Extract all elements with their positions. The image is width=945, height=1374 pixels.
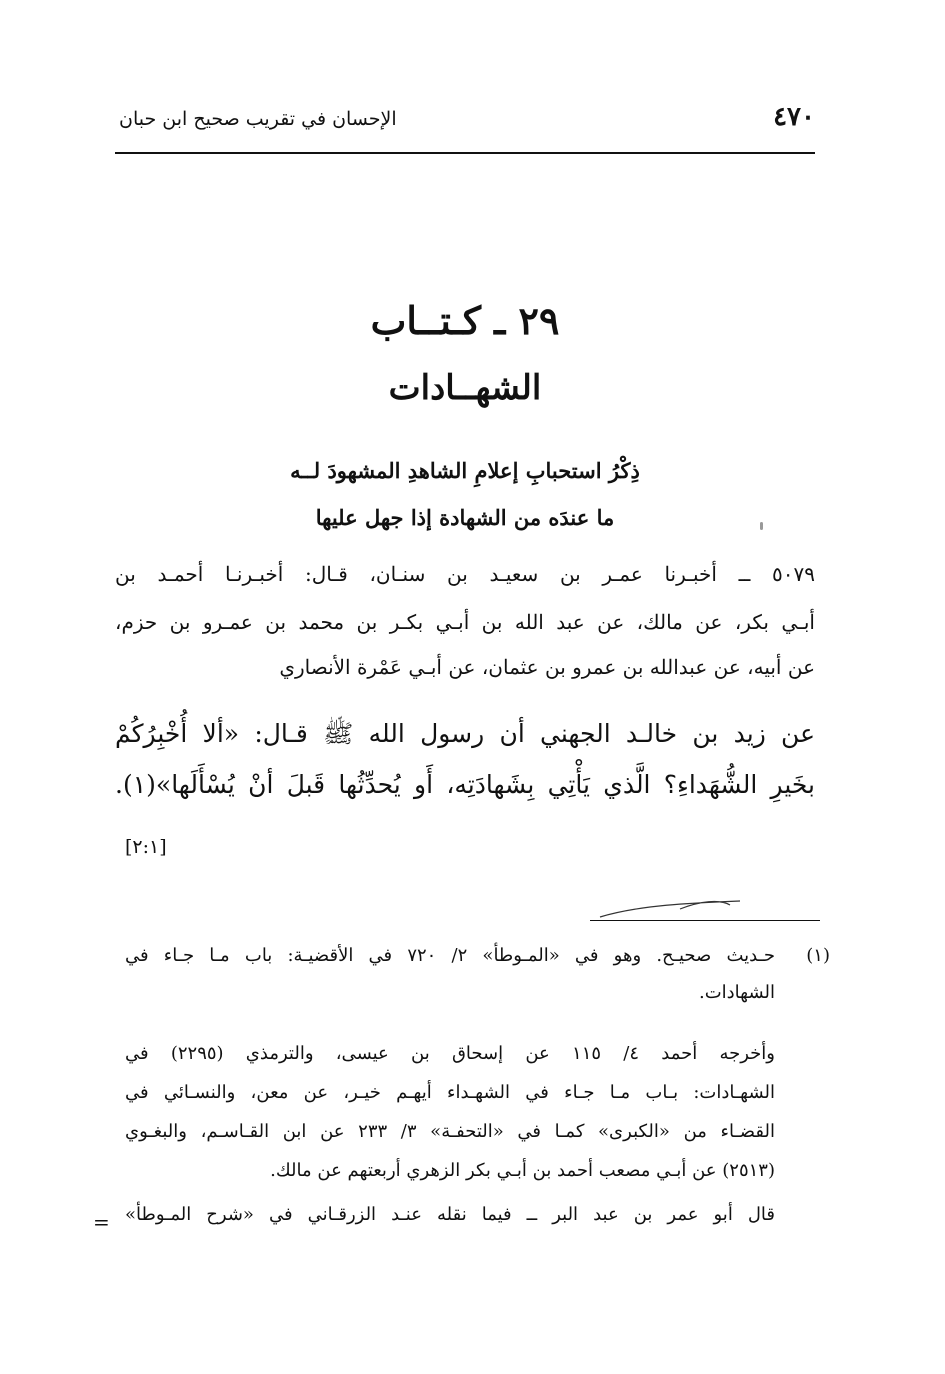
isnad-line: أبـي بكر، عن مالك، عن عبد الله بن أبـي بكـر بن محمد بن عمـرو بن حزم، bbox=[115, 610, 815, 634]
hadith-citation: [٢:١] bbox=[125, 836, 167, 858]
page-number: ٤٧٠ bbox=[773, 102, 815, 132]
chapter-heading: ٢٩ ـ كـتــاب bbox=[370, 298, 560, 343]
footnote-separator bbox=[590, 920, 820, 921]
hadith-line: بخَيرِ الشُّهَداءِ؟ الَّذي يَأْتِي بِشَهادَتِه، أَو يُحدِّثُها قَبلَ أنْ يُسْأَلَها»(١). bbox=[115, 770, 815, 799]
continuation-mark: = bbox=[93, 1210, 110, 1234]
footnote-line: وأخرجه أحمد ٤/ ١١٥ عن إسحاق بن عيسى، والترمذي (٢٢٩٥) في bbox=[125, 1043, 775, 1064]
section-heading-line: ذِكْرُ استحبابِ إعلامِ الشاهدِ المشهودَ لــه bbox=[290, 458, 640, 483]
footnote-line: الشهـادات: بـاب مـا جـاء في الشهـداء أيهـم خيـر، عن معن، والنسـائي في bbox=[125, 1082, 775, 1103]
paper-speck bbox=[760, 522, 763, 530]
footnote-line: الشهادات. bbox=[698, 982, 775, 1003]
footnote-line: (٢٥١٣) عن أبـي مصعب أحمد بن أبـي بكر الزهري أربعتهم عن مالك. bbox=[270, 1160, 775, 1181]
page-header bbox=[115, 100, 815, 154]
book-title: الشهــادات bbox=[388, 368, 542, 408]
footnote-marker: (١) bbox=[806, 945, 830, 966]
footnote-line: حـديث صحيـح. وهو في «المـوطأ» ٢/ ٧٢٠ في الأقضيـة: باب مـا جـاء في bbox=[125, 945, 775, 966]
footnote-line: القضـاء من «الكبرى» كمـا في «التحفـة» ٣/ ٢٣٣ عن ابن القـاسـم، والبغـوي bbox=[125, 1121, 775, 1142]
hadith-line: عن زيد بن خالـد الجهني أن رسول الله ﷺ قـال: «ألا أُخْبِرُكُمْ bbox=[115, 719, 815, 748]
section-heading-line: ما عندَه من الشهادة إذا جهل عليها bbox=[315, 505, 615, 530]
isnad-line: ٥٠٧٩ ــ أخبـرنا عمـر بن سعيـد بن سنـان، قـال: أخبـرنـا أحمـد بن bbox=[115, 562, 815, 586]
isnad-line: عن أبيه، عن عبدالله بن عمرو بن عثمان، عن أبـي عَمْرة الأنصاري bbox=[279, 655, 815, 679]
running-title: الإحسان في تقريب صحيح ابن حبان bbox=[119, 108, 397, 130]
footnote-line: قال أبو عمر بن عبد البر ــ فيما نقله عنـد الزرقـاني في «شرح المـوطأ» bbox=[125, 1204, 775, 1225]
